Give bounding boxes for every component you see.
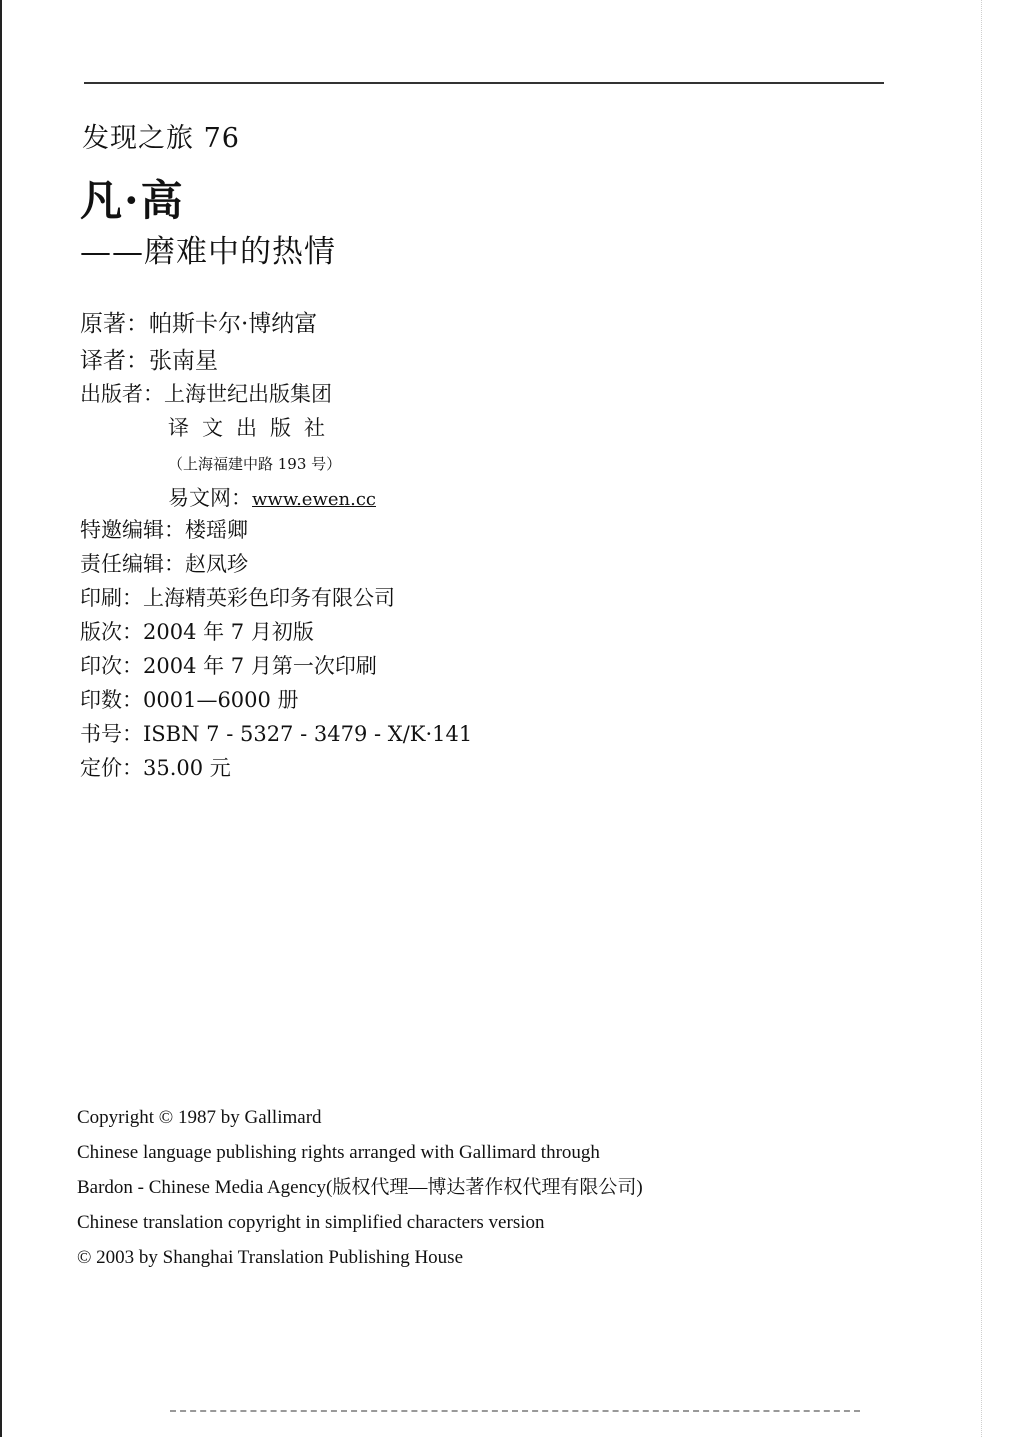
bottom-rule (170, 1410, 860, 1412)
printing-value: 2004 年 7 月第一次印刷 (143, 654, 377, 678)
copyright-line: © 2003 by Shanghai Translation Publishing House (77, 1247, 464, 1268)
top-rule (84, 82, 884, 84)
special-editor-value: 楼瑶卿 (185, 518, 248, 542)
author-value: 帕斯卡尔·博纳富 (149, 311, 318, 337)
translator-value: 张南星 (149, 348, 218, 374)
special-editor-label: 特邀编辑： (80, 518, 185, 542)
page-edge-right (980, 0, 982, 1437)
responsible-editor-row (80, 548, 248, 578)
website-link[interactable]: www.ewen.cc (252, 489, 376, 510)
copyright-block (77, 1100, 643, 1275)
series-name: 发现之旅 76 (82, 123, 240, 154)
translator-row (80, 342, 218, 375)
print-run-label: 印数： (80, 688, 143, 712)
isbn-row (80, 718, 472, 748)
printing-row (80, 650, 377, 680)
page-edge-left (0, 0, 2, 1437)
publisher-row (80, 378, 332, 408)
printing-label: 印次： (80, 654, 143, 678)
price-value: 35.00 元 (143, 756, 231, 780)
responsible-editor-label: 责任编辑： (80, 552, 185, 576)
print-run-value: 0001—6000 册 (143, 688, 299, 712)
book-subtitle: ——磨难中的热情 (80, 234, 336, 270)
copyright-line: Chinese translation copyright in simplified characters version (77, 1212, 545, 1233)
responsible-editor-value: 赵凤珍 (185, 552, 248, 576)
edition-value: 2004 年 7 月初版 (143, 620, 314, 644)
translator-label: 译者： (80, 348, 149, 374)
author-row (80, 305, 317, 338)
isbn-value: ISBN 7 - 5327 - 3479 - X/K·141 (143, 722, 473, 746)
publisher-address: （上海福建中路 193 号） (168, 455, 342, 473)
isbn-label: 书号： (80, 722, 143, 746)
copyright-line: Copyright © 1987 by Gallimard (77, 1107, 322, 1128)
printer-label: 印刷： (80, 586, 143, 610)
printer-row (80, 582, 395, 612)
printer-value: 上海精英彩色印务有限公司 (143, 586, 395, 610)
copyright-line: Chinese language publishing rights arranged with Gallimard through (77, 1142, 600, 1163)
price-row (80, 752, 231, 782)
website-row (168, 482, 376, 512)
publisher-label: 出版者： (80, 382, 164, 406)
edition-row (80, 616, 314, 646)
special-editor-row (80, 514, 248, 544)
website-label: 易文网： (168, 486, 252, 510)
print-run-row (80, 684, 299, 714)
edition-label: 版次： (80, 620, 143, 644)
book-title: 凡·高 (80, 176, 185, 225)
publisher-group: 上海世纪出版集团 (164, 382, 332, 406)
price-label: 定价： (80, 756, 143, 780)
author-label: 原著： (80, 311, 149, 337)
publisher-house: 译文出版社 (168, 416, 338, 440)
copyright-line: Bardon - Chinese Media Agency(版权代理—博达著作权代理有限公司) (77, 1177, 643, 1198)
